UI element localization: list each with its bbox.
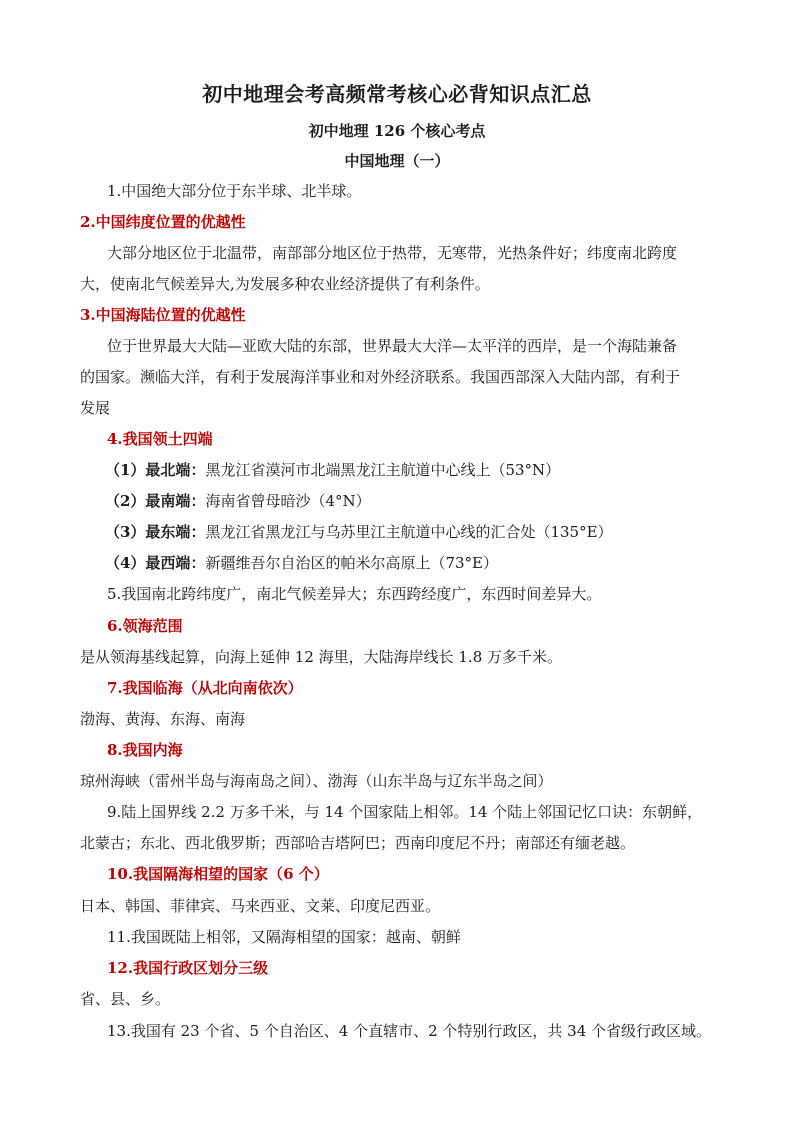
point-8-text: 琼州海峡（雷州半岛与海南岛之间）、渤海（山东半岛与辽东半岛之间） [80, 772, 553, 790]
point-7-heading: 7.我国临海（从北向南依次） [107, 679, 303, 697]
extremity-text: 新疆维吾尔自治区的帕米尔高原上（73°E） [205, 554, 498, 572]
point-2-heading: 2.中国纬度位置的优越性 [80, 213, 246, 231]
section-heading: 中国地理（一） [344, 152, 450, 170]
extremity-north [105, 460, 745, 480]
extremity-text: 黑龙江省黑龙江与乌苏里江主航道中心线的汇合处（135°E） [205, 523, 613, 541]
point-10-text: 日本、韩国、菲律宾、马来西亚、文莱、印度尼西亚。 [80, 897, 441, 915]
extremity-label: （2）最南端： [105, 492, 206, 510]
point-3-text-line2: 的国家。濒临大洋，有利于发展海洋事业和对外经济联系。我国西部深入大陆内部，有利于 [80, 368, 681, 386]
extremity-text: 海南省曾母暗沙（4°N） [205, 492, 371, 510]
point-3-heading: 3.中国海陆位置的优越性 [80, 306, 246, 324]
point-13-text: 13.我国有 23 个省、5 个自治区、4 个直辖市、2 个特别行政区，共 34 个省级行政区域。 [107, 1022, 712, 1040]
point-5-text: 5.我国南北跨纬度广，南北气候差异大；东西跨经度广，东西时间差异大。 [107, 585, 602, 603]
point-9-text-line1: 9.陆上国界线 2.2 万多千米，与 14 个国家陆上相邻。14 个陆上邻国记忆口诀：东朝鲜， [107, 803, 703, 821]
point-2-text-line2: 大，使南北气候差异大,为发展多种农业经济提供了有利条件。 [80, 275, 490, 293]
document-title: 初中地理会考高频常考核心必背知识点汇总 [202, 82, 592, 106]
extremity-west [105, 553, 745, 573]
extremity-text: 黑龙江省漠河市北端黑龙江主航道中心线上（53°N） [205, 461, 561, 479]
point-3-text-line3: 发展 [80, 399, 111, 417]
point-9-text-line2: 北蒙古；东北、西北俄罗斯；西部哈吉塔阿巴；西南印度尼不丹；南部还有缅老越。 [80, 834, 636, 852]
extremity-south [105, 491, 745, 511]
point-7-text: 渤海、黄海、东海、南海 [80, 710, 246, 728]
point-2-text-line1: 大部分地区位于北温带，南部部分地区位于热带，无寒带，光热条件好；纬度南北跨度 [107, 244, 678, 262]
extremity-label: （1）最北端： [105, 461, 206, 479]
extremity-label: （4）最西端： [105, 554, 206, 572]
document-subtitle: 初中地理 126 个核心考点 [308, 122, 486, 140]
extremity-east [105, 522, 745, 542]
extremity-label: （3）最东端： [105, 523, 206, 541]
point-12-heading: 12.我国行政区划分三级 [107, 959, 269, 977]
point-3-text-line1: 位于世界最大大陆—亚欧大陆的东部，世界最大大洋—太平洋的西岸，是一个海陆兼备 [107, 337, 678, 355]
point-6-heading: 6.领海范围 [107, 617, 183, 635]
point-12-text: 省、县、乡。 [80, 990, 171, 1008]
point-10-heading: 10.我国隔海相望的国家（6 个） [107, 865, 329, 883]
point-8-heading: 8.我国内海 [107, 741, 183, 759]
point-1-text: 1.中国绝大部分位于东半球、北半球。 [107, 182, 362, 200]
point-4-heading: 4.我国领土四端 [107, 430, 213, 448]
point-11-text: 11.我国既陆上相邻，又隔海相望的国家：越南、朝鲜 [107, 928, 461, 946]
point-6-text: 是从领海基线起算，向海上延伸 12 海里，大陆海岸线长 1.8 万多千米。 [80, 648, 563, 666]
